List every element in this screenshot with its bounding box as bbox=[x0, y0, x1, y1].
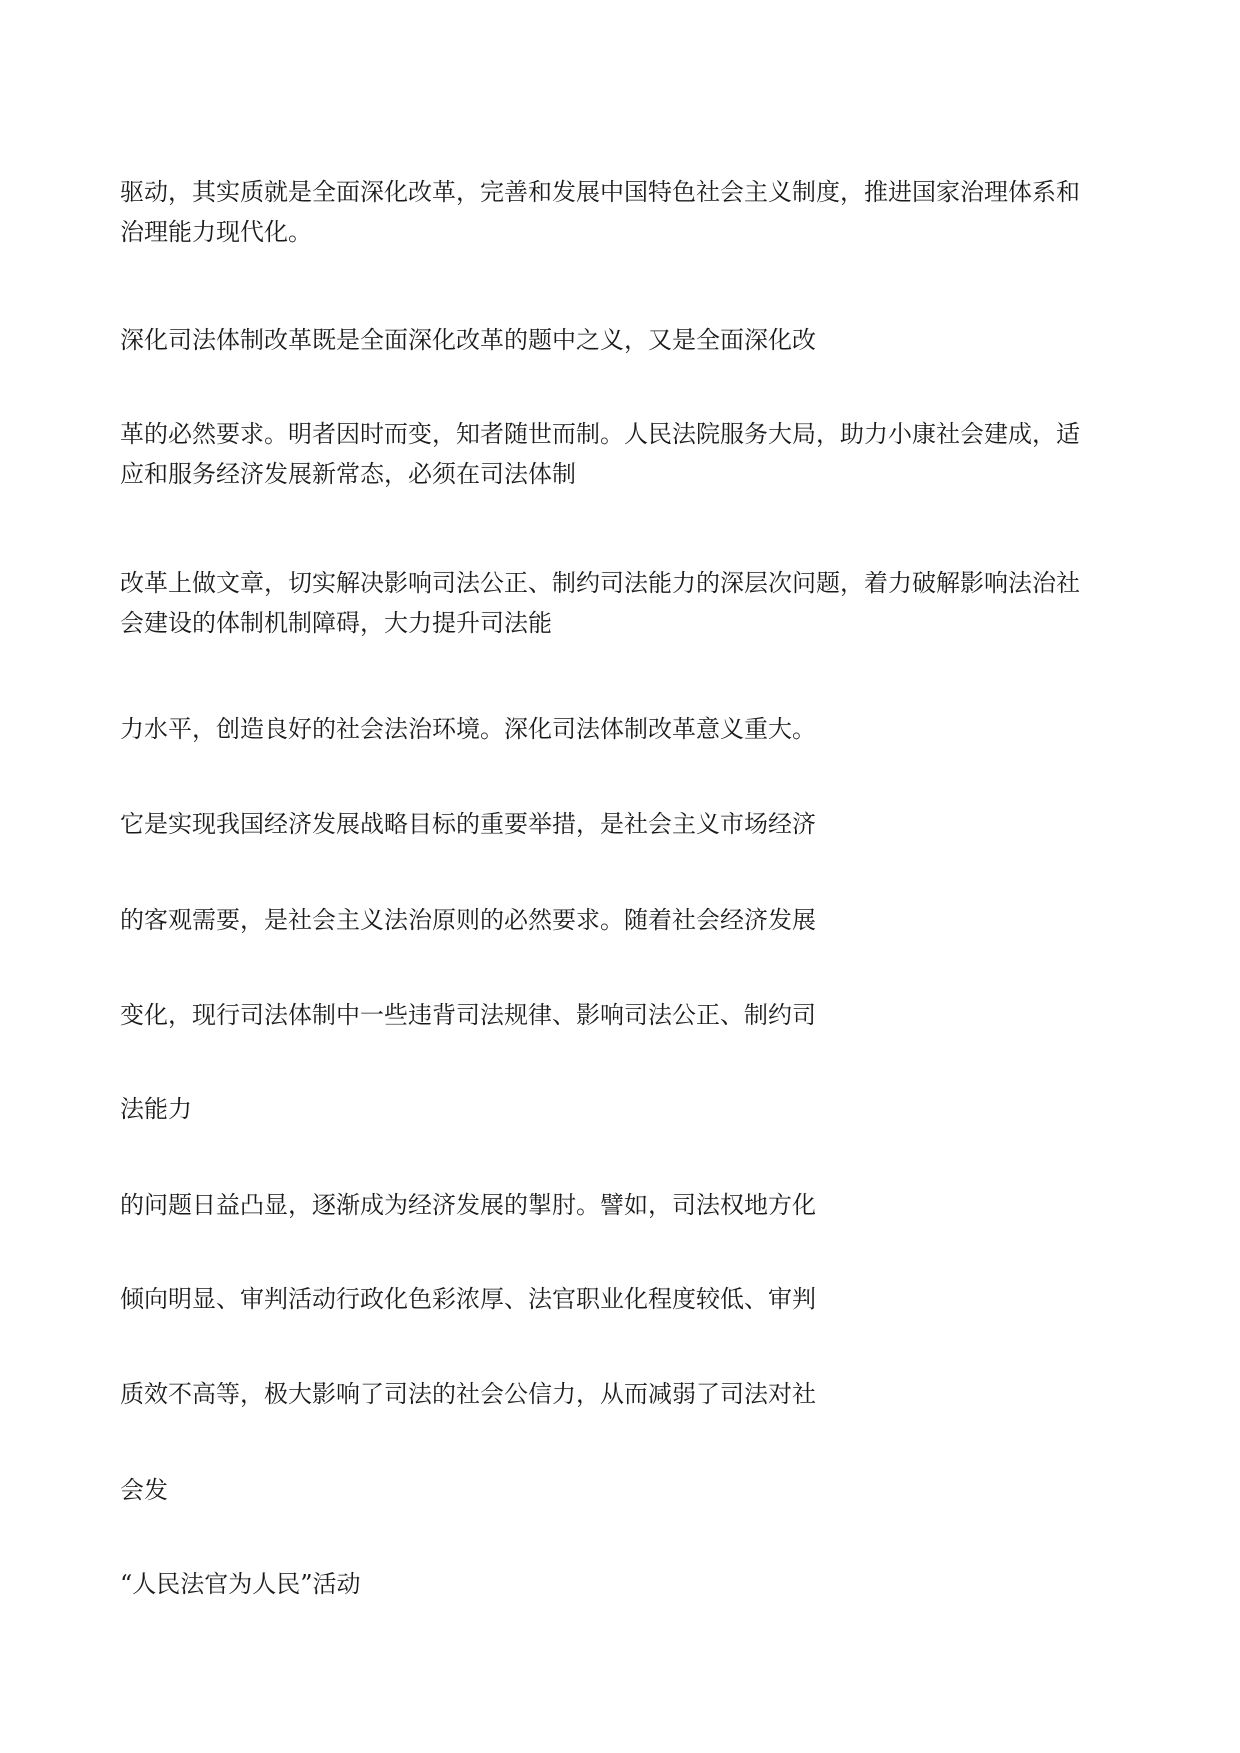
text-line: 治理能力现代化。 bbox=[120, 218, 312, 246]
text-line: 法能力 bbox=[120, 1095, 192, 1123]
paragraph-4 bbox=[120, 563, 1130, 643]
paragraph-1 bbox=[120, 172, 1130, 252]
text-line: 质效不高等，极大影响了司法的社会公信力，从而减弱了司法对社 bbox=[120, 1380, 816, 1408]
paragraph-11 bbox=[120, 1279, 860, 1319]
text-line: 的客观需要，是社会主义法治原则的必然要求。随着社会经济发展 bbox=[120, 906, 816, 934]
paragraph-14 bbox=[120, 1564, 860, 1604]
text-line: 变化，现行司法体制中一些违背司法规律、影响司法公正、制约司 bbox=[120, 1001, 816, 1029]
paragraph-12 bbox=[120, 1374, 860, 1414]
text-line: 的问题日益凸显，逐渐成为经济发展的掣肘。譬如，司法权地方化 bbox=[120, 1191, 816, 1219]
paragraph-7 bbox=[120, 900, 860, 940]
text-line: 会建设的体制机制障碍，大力提升司法能 bbox=[120, 609, 552, 637]
text-line: “人民法官为人民”活动 bbox=[120, 1570, 361, 1598]
paragraph-13 bbox=[120, 1470, 860, 1510]
paragraph-5 bbox=[120, 709, 860, 749]
text-line: 改革上做文章，切实解决影响司法公正、制约司法能力的深层次问题，着力破解影响法治社 bbox=[120, 569, 1080, 597]
text-line: 会发 bbox=[120, 1476, 168, 1504]
paragraph-2 bbox=[120, 320, 860, 360]
text-line: 倾向明显、审判活动行政化色彩浓厚、法官职业化程度较低、审判 bbox=[120, 1285, 816, 1313]
text-line: 革的必然要求。明者因时而变，知者随世而制。人民法院服务大局，助力小康社会建成，适 bbox=[120, 420, 1080, 448]
text-line: 它是实现我国经济发展战略目标的重要举措，是社会主义市场经济 bbox=[120, 810, 816, 838]
text-line: 深化司法体制改革既是全面深化改革的题中之义，又是全面深化改 bbox=[120, 326, 816, 354]
paragraph-8 bbox=[120, 995, 860, 1035]
paragraph-9 bbox=[120, 1089, 860, 1129]
text-line: 力水平，创造良好的社会法治环境。深化司法体制改革意义重大。 bbox=[120, 715, 816, 743]
text-line: 应和服务经济发展新常态，必须在司法体制 bbox=[120, 460, 576, 488]
paragraph-3 bbox=[120, 414, 1130, 494]
text-line: 驱动，其实质就是全面深化改革，完善和发展中国特色社会主义制度，推进国家治理体系和 bbox=[120, 178, 1080, 206]
paragraph-6 bbox=[120, 804, 860, 844]
paragraph-10 bbox=[120, 1185, 860, 1225]
